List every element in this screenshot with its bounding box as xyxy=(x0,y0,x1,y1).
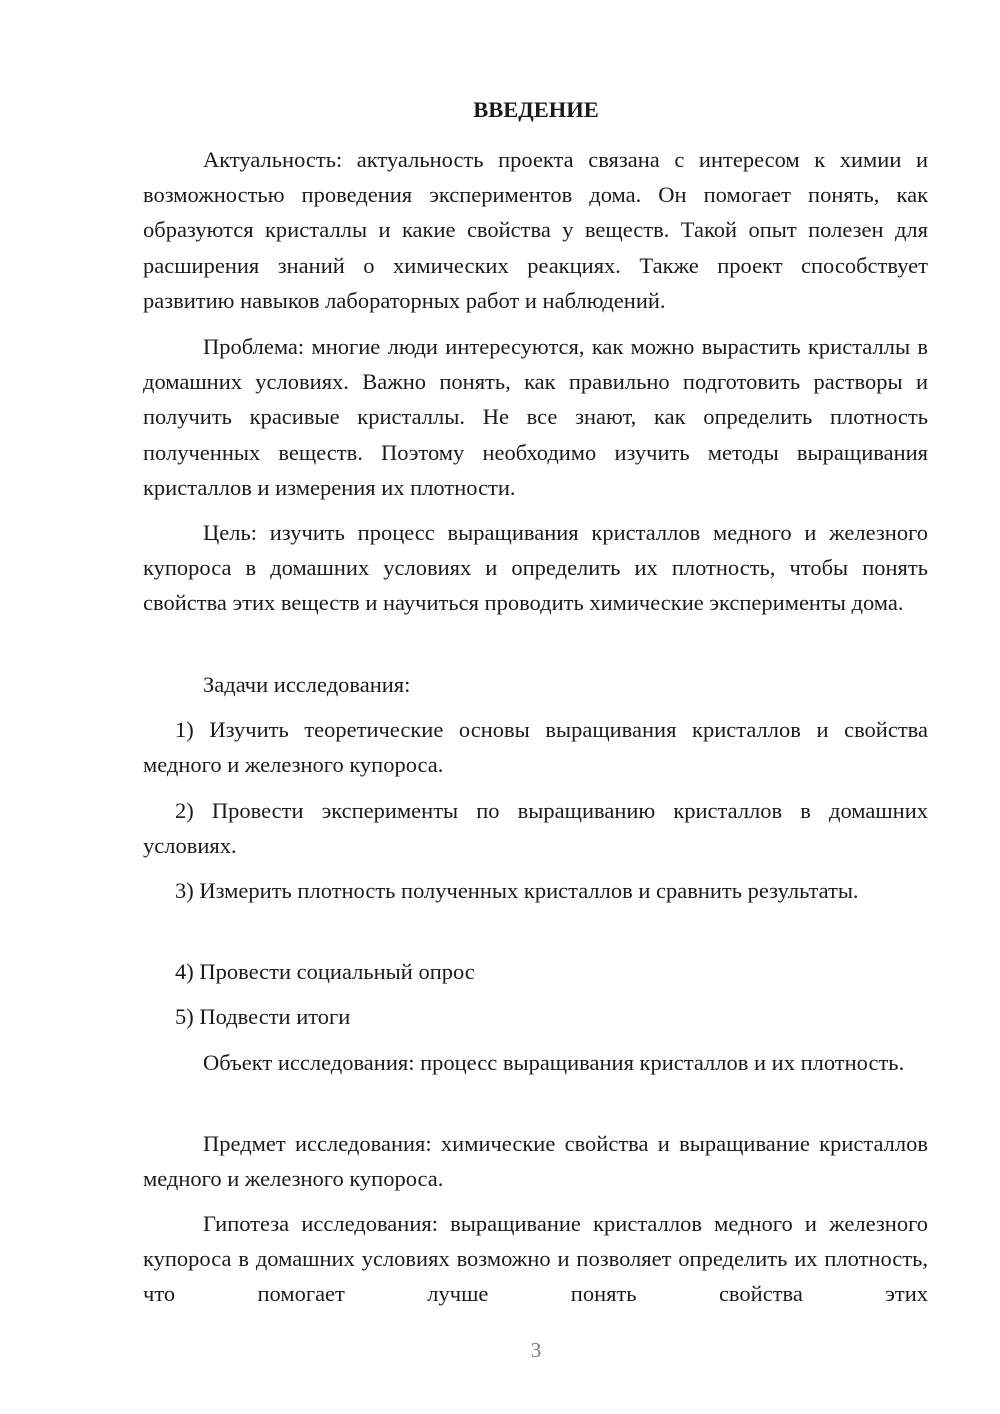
list-item: 4) Провести социальный опрос xyxy=(175,959,475,984)
page-number: 3 xyxy=(530,1338,542,1362)
subject-text: Предмет исследования: химические свойства и выращивание кристаллов медного и железного купороса. xyxy=(143,1131,928,1192)
task-item-5 xyxy=(143,999,928,1034)
hypothesis-paragraph xyxy=(143,1206,928,1312)
subject-paragraph xyxy=(143,1126,928,1196)
hypothesis-text: Гипотеза исследования: выращивание кристаллов медного и железного купороса в домашних условиях возможно и позволяет определить их плотность, что помогает лучше понять свойства этих xyxy=(143,1211,928,1307)
task-item-2 xyxy=(143,793,928,863)
problem-text: Проблема: многие люди интересуются, как можно вырастить кристаллы в домашних условиях. Важно понять, как правильно подготовить растворы и получить красивые кристаллы. Не все знают, как определить плотность полученных веществ. Поэтому необходимо изучить методы выращивания кристаллов и измерения их плотности. xyxy=(143,334,928,500)
task-item-1 xyxy=(143,712,928,782)
list-item: 5) Подвести итоги xyxy=(175,1004,351,1029)
goal-text: Цель: изучить процесс выращивания кристаллов медного и железного купороса в домашних условиях и определить их плотность, чтобы понять свойства этих веществ и научиться проводить химические эксперименты дома. xyxy=(143,520,928,616)
object-text: Объект исследования: процесс выращивания кристаллов и их плотность. xyxy=(203,1050,905,1075)
tasks-heading: Задачи исследования: xyxy=(203,672,411,697)
task-item-4 xyxy=(143,954,928,989)
list-item: 2) Провести эксперименты по выращиванию кристаллов в домашних условиях. xyxy=(143,798,928,859)
relevance-text: Актуальность: актуальность проекта связана с интересом к химии и возможностью проведения экспериментов дома. Он помогает понять, как образуются кристаллы и какие свойства у веществ. Такой опыт полезен для расширения знаний о химических реакциях. Также проект способствует развитию навыков лабораторных работ и наблюдений. xyxy=(143,147,928,313)
relevance-paragraph xyxy=(143,142,928,318)
list-item: 3) Измерить плотность полученных кристаллов и сравнить результаты. xyxy=(175,878,859,903)
goal-paragraph xyxy=(143,515,928,621)
tasks-heading-paragraph xyxy=(143,667,928,702)
problem-paragraph xyxy=(143,329,928,505)
list-item: 1) Изучить теоретические основы выращивания кристаллов и свойства медного и железного купороса. xyxy=(143,717,928,778)
object-paragraph xyxy=(143,1045,928,1080)
page-title: ВВЕДЕНИЕ xyxy=(473,97,599,122)
task-item-3 xyxy=(143,873,928,908)
